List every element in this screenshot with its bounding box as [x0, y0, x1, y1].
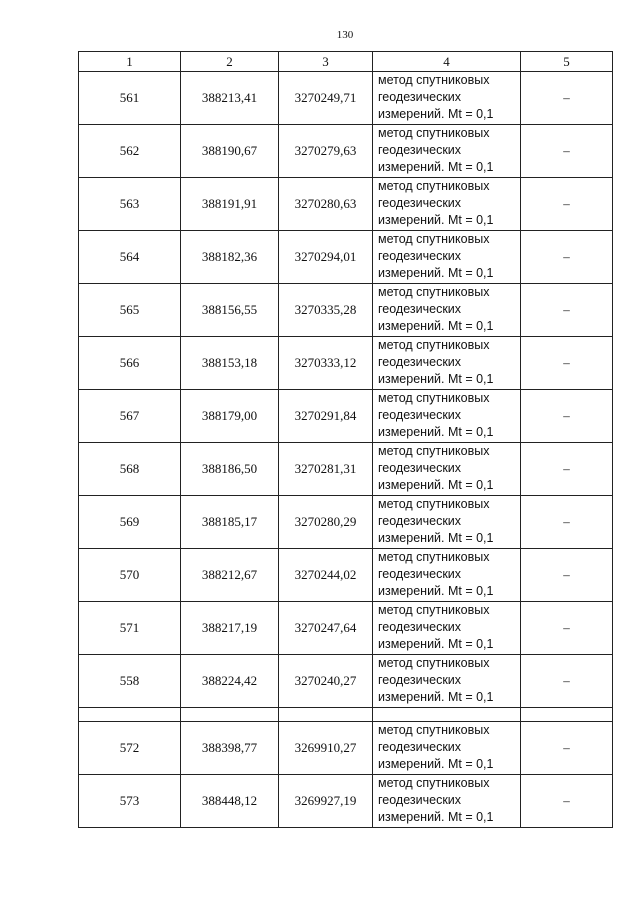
note-cell: – [521, 337, 613, 390]
method-line: геодезических [378, 461, 462, 475]
table-row [79, 72, 613, 125]
y-coordinate-cell: 3270333,12 [279, 337, 373, 390]
y-coordinate-cell: 3270280,63 [279, 178, 373, 231]
method-line: измерений. Mt = 0,1 [378, 637, 494, 651]
empty-cell [279, 708, 373, 722]
method-line: метод спутниковых [378, 603, 490, 617]
point-number-cell: 565 [79, 284, 181, 337]
y-coordinate-cell: 3270281,31 [279, 443, 373, 496]
table-row [79, 125, 613, 178]
empty-cell [521, 708, 613, 722]
method-cell [373, 549, 521, 602]
table-row [79, 775, 613, 828]
method-line: метод спутниковых [378, 338, 490, 352]
method-cell [373, 231, 521, 284]
method-line: измерений. Mt = 0,1 [378, 478, 494, 492]
y-coordinate-cell: 3270280,29 [279, 496, 373, 549]
y-coordinate-cell: 3269927,19 [279, 775, 373, 828]
x-coordinate-cell: 388217,19 [181, 602, 279, 655]
method-line: измерений. Mt = 0,1 [378, 584, 494, 598]
table-row [79, 390, 613, 443]
y-coordinate-cell: 3270335,28 [279, 284, 373, 337]
table-row [79, 231, 613, 284]
table-gap-row [79, 708, 613, 722]
x-coordinate-cell: 388185,17 [181, 496, 279, 549]
table-row [79, 178, 613, 231]
point-number-cell: 571 [79, 602, 181, 655]
point-number-cell: 570 [79, 549, 181, 602]
method-cell [373, 602, 521, 655]
point-number-cell: 567 [79, 390, 181, 443]
note-cell: – [521, 496, 613, 549]
header-col-3: 3 [279, 52, 373, 72]
method-cell [373, 390, 521, 443]
y-coordinate-cell: 3270279,63 [279, 125, 373, 178]
method-cell [373, 443, 521, 496]
x-coordinate-cell: 388191,91 [181, 178, 279, 231]
method-line: геодезических [378, 514, 462, 528]
table-row [79, 284, 613, 337]
method-line: метод спутниковых [378, 723, 490, 737]
method-line: геодезических [378, 143, 462, 157]
point-number-cell: 569 [79, 496, 181, 549]
method-line: измерений. Mt = 0,1 [378, 810, 494, 824]
header-col-4: 4 [373, 52, 521, 72]
method-line: метод спутниковых [378, 550, 490, 564]
note-cell: – [521, 775, 613, 828]
method-line: метод спутниковых [378, 444, 490, 458]
table-row [79, 443, 613, 496]
method-line: измерений. Mt = 0,1 [378, 266, 494, 280]
point-number-cell: 572 [79, 722, 181, 775]
y-coordinate-cell: 3270244,02 [279, 549, 373, 602]
header-col-2: 2 [181, 52, 279, 72]
point-number-cell: 562 [79, 125, 181, 178]
method-line: метод спутниковых [378, 179, 490, 193]
table-row [79, 722, 613, 775]
y-coordinate-cell: 3270247,64 [279, 602, 373, 655]
method-line: измерений. Mt = 0,1 [378, 319, 494, 333]
method-line: метод спутниковых [378, 656, 490, 670]
method-line: геодезических [378, 408, 462, 422]
method-cell [373, 775, 521, 828]
note-cell: – [521, 125, 613, 178]
x-coordinate-cell: 388213,41 [181, 72, 279, 125]
table-row [79, 655, 613, 708]
note-cell: – [521, 178, 613, 231]
note-cell: – [521, 549, 613, 602]
table-row [79, 496, 613, 549]
method-cell [373, 722, 521, 775]
note-cell: – [521, 231, 613, 284]
method-cell [373, 178, 521, 231]
x-coordinate-cell: 388190,67 [181, 125, 279, 178]
method-cell [373, 496, 521, 549]
x-coordinate-cell: 388179,00 [181, 390, 279, 443]
method-line: геодезических [378, 793, 462, 807]
note-cell: – [521, 602, 613, 655]
table-row [79, 337, 613, 390]
x-coordinate-cell: 388448,12 [181, 775, 279, 828]
method-line: измерений. Mt = 0,1 [378, 107, 494, 121]
method-line: геодезических [378, 249, 462, 263]
x-coordinate-cell: 388156,55 [181, 284, 279, 337]
method-line: метод спутниковых [378, 776, 490, 790]
empty-cell [373, 708, 521, 722]
method-cell [373, 72, 521, 125]
note-cell: – [521, 72, 613, 125]
method-cell [373, 655, 521, 708]
note-cell: – [521, 655, 613, 708]
empty-cell [79, 708, 181, 722]
table-row [79, 602, 613, 655]
x-coordinate-cell: 388182,36 [181, 231, 279, 284]
y-coordinate-cell: 3270249,71 [279, 72, 373, 125]
method-line: измерений. Mt = 0,1 [378, 372, 494, 386]
method-line: метод спутниковых [378, 232, 490, 246]
y-coordinate-cell: 3269910,27 [279, 722, 373, 775]
x-coordinate-cell: 388212,67 [181, 549, 279, 602]
method-line: метод спутниковых [378, 391, 490, 405]
point-number-cell: 568 [79, 443, 181, 496]
x-coordinate-cell: 388186,50 [181, 443, 279, 496]
method-line: геодезических [378, 196, 462, 210]
note-cell: – [521, 284, 613, 337]
y-coordinate-cell: 3270240,27 [279, 655, 373, 708]
table-header-row [79, 52, 613, 72]
method-line: геодезических [378, 302, 462, 316]
note-cell: – [521, 722, 613, 775]
method-line: метод спутниковых [378, 126, 490, 140]
method-line: измерений. Mt = 0,1 [378, 213, 494, 227]
method-line: геодезических [378, 673, 462, 687]
method-line: измерений. Mt = 0,1 [378, 757, 494, 771]
page-number: 130 [336, 29, 354, 41]
method-line: измерений. Mt = 0,1 [378, 531, 494, 545]
y-coordinate-cell: 3270291,84 [279, 390, 373, 443]
method-line: геодезических [378, 620, 462, 634]
method-line: измерений. Mt = 0,1 [378, 160, 494, 174]
point-number-cell: 564 [79, 231, 181, 284]
coordinates-table [78, 51, 613, 828]
method-line: геодезических [378, 740, 462, 754]
x-coordinate-cell: 388224,42 [181, 655, 279, 708]
header-col-5: 5 [521, 52, 613, 72]
method-line: измерений. Mt = 0,1 [378, 425, 494, 439]
x-coordinate-cell: 388398,77 [181, 722, 279, 775]
method-line: метод спутниковых [378, 285, 490, 299]
method-line: геодезических [378, 90, 462, 104]
point-number-cell: 561 [79, 72, 181, 125]
method-line: геодезических [378, 567, 462, 581]
empty-cell [181, 708, 279, 722]
method-line: геодезических [378, 355, 462, 369]
method-cell [373, 284, 521, 337]
header-col-1: 1 [79, 52, 181, 72]
note-cell: – [521, 390, 613, 443]
method-line: метод спутниковых [378, 73, 490, 87]
x-coordinate-cell: 388153,18 [181, 337, 279, 390]
point-number-cell: 566 [79, 337, 181, 390]
method-line: метод спутниковых [378, 497, 490, 511]
point-number-cell: 573 [79, 775, 181, 828]
note-cell: – [521, 443, 613, 496]
table-row [79, 549, 613, 602]
point-number-cell: 558 [79, 655, 181, 708]
method-cell [373, 125, 521, 178]
point-number-cell: 563 [79, 178, 181, 231]
y-coordinate-cell: 3270294,01 [279, 231, 373, 284]
method-line: измерений. Mt = 0,1 [378, 690, 494, 704]
method-cell [373, 337, 521, 390]
